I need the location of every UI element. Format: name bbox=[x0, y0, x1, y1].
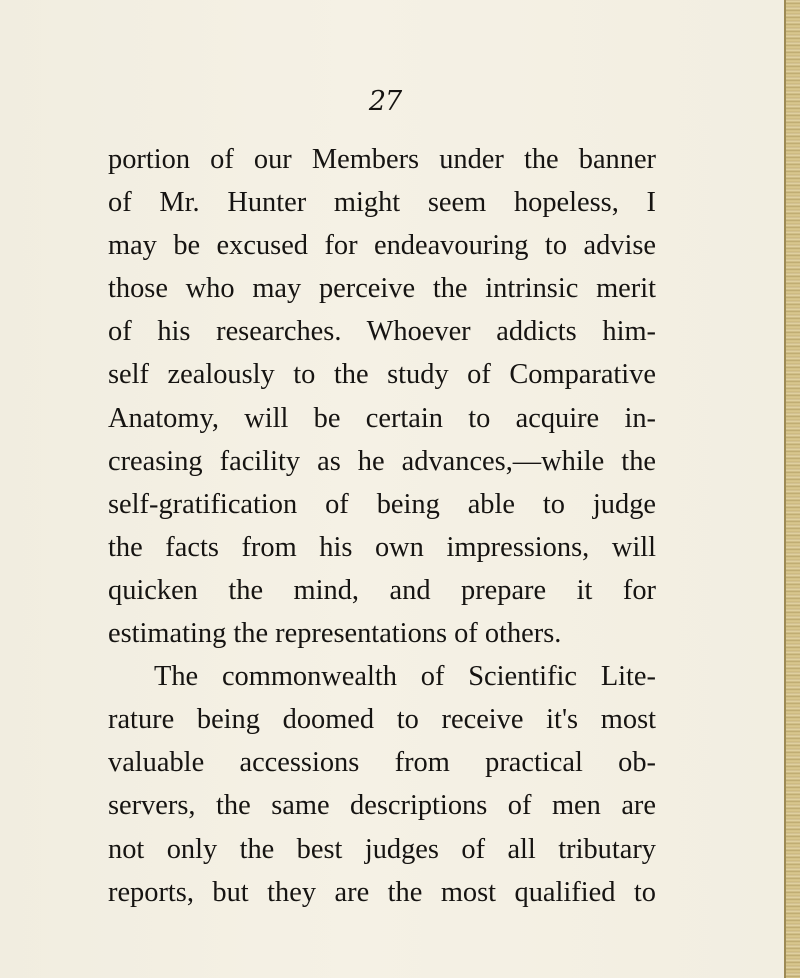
text-line: those who may perceive the intrinsic merit bbox=[108, 273, 656, 305]
text-line: may be excused for endeavouring to advise bbox=[108, 230, 656, 262]
text-line: not only the best judges of all tributary bbox=[108, 833, 656, 865]
body-text bbox=[108, 138, 656, 914]
paragraph-start-line: The commonwealth of Scientific Lite- bbox=[154, 661, 656, 693]
text-line: self-gratification of being able to judge bbox=[108, 488, 656, 520]
text-line: reports, but they are the most qualified to bbox=[108, 876, 656, 908]
text-line: Anatomy, will be certain to acquire in- bbox=[108, 402, 656, 434]
text-line: of Mr. Hunter might seem hopeless, I bbox=[108, 187, 656, 219]
text-line: estimating the representations of others. bbox=[108, 618, 562, 650]
text-line: self zealously to the study of Comparative bbox=[108, 359, 656, 391]
book-page-edge bbox=[784, 0, 800, 978]
text-line: of his researches. Whoever addicts him- bbox=[108, 316, 656, 348]
page-number: 27 bbox=[368, 86, 402, 117]
text-line: valuable accessions from practical ob- bbox=[108, 747, 656, 779]
text-line: the facts from his own impressions, will bbox=[108, 531, 656, 563]
text-line: quicken the mind, and prepare it for bbox=[108, 574, 656, 606]
text-line: creasing facility as he advances,—while the bbox=[108, 445, 656, 477]
text-line: portion of our Members under the banner bbox=[108, 144, 656, 175]
text-line: rature being doomed to receive it's most bbox=[108, 704, 656, 736]
text-line: servers, the same descriptions of men are bbox=[108, 790, 656, 822]
